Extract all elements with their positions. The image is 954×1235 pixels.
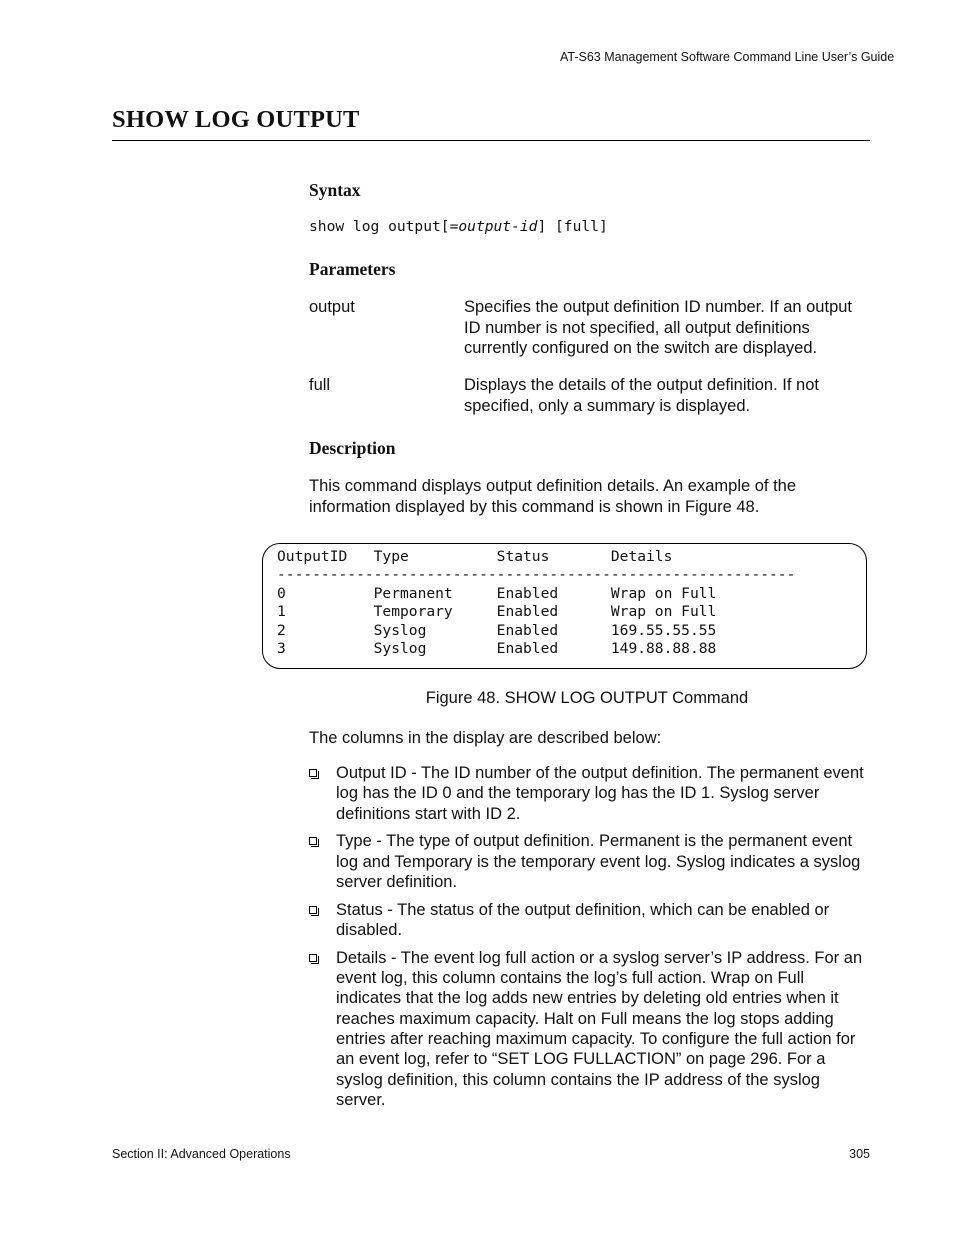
syntax-suffix: ] [full] [537,218,608,235]
footer-page-number: 305 [849,1147,870,1161]
terminal-line: 1 Temporary Enabled Wrap on Full [277,603,717,621]
footer-section: Section II: Advanced Operations [112,1147,291,1161]
terminal-line: OutputID Type Status Details [277,548,673,565]
param-name-output: output [309,298,355,316]
page-title: SHOW LOG OUTPUT [112,106,360,133]
running-head: AT-S63 Management Software Command Line User’s Guide [560,50,895,64]
checkbox-bullet-icon [309,906,317,914]
parameters-heading: Parameters [309,259,396,279]
list-item [309,948,871,1110]
list-item-text: Status - The status of the output definition, which can be enabled or disabled. [336,900,830,940]
syntax-heading: Syntax [309,180,361,200]
terminal-line: 0 Permanent Enabled Wrap on Full [277,584,717,602]
terminal-line: 2 Syslog Enabled 169.55.55.55 [277,621,717,639]
columns-intro: The columns in the display are described below: [309,729,662,747]
syntax-command [309,218,608,235]
checkbox-bullet-icon [309,837,317,845]
terminal-output [277,548,795,658]
checkbox-bullet-icon [309,954,317,962]
param-desc-full: Displays the details of the output definition. If not specified, only a summary is displayed. [464,376,819,415]
list-item [309,763,871,824]
list-item [309,900,871,941]
column-descriptions [309,763,871,1118]
list-item-text: Output ID - The ID number of the output definition. The permanent event log has the ID 0 and the temporary log has the ID 1. Syslog server definitions start with ID 2. [336,764,864,823]
terminal-line: 3 Syslog Enabled 149.88.88.88 [277,640,717,658]
param-name-full: full [309,376,331,394]
syntax-param: output-id [458,218,538,235]
figure-caption-text: Figure 48. SHOW LOG OUTPUT Command [425,689,749,707]
title-rule [112,140,870,141]
terminal-line: ----------------------------------------------------------- [277,566,796,584]
figure-caption [309,689,869,708]
syntax-prefix: show log output[= [309,218,459,235]
list-item-text: Type - The type of output definition. Permanent is the permanent event log and Temporary is the temporary event log. Syslog indicates a syslog server definition. [336,832,861,891]
description-text: This command displays output definition details. An example of the information displayed by this command is shown in Figure 48. [309,477,797,516]
description-heading: Description [309,438,396,458]
param-desc-output: Specifies the output definition ID number. If an output ID number is not specified, all output definitions currently configured on the switch are displayed. [464,298,852,357]
list-item [309,831,871,892]
checkbox-bullet-icon [309,769,317,777]
list-item-text: Details - The event log full action or a syslog server’s IP address. For an event log, this column contains the log’s full action. Wrap on Full indicates that the log adds new entries by deleting old entries when it reaches maximum capacity. Halt on Full means the log stops adding entries after reaching maximum capacity. To configure the full action for an event log, refer to “SET LOG FULLACTION” on page 296. For a syslog definition, this column contains the IP address of the syslog server. [336,948,863,1109]
